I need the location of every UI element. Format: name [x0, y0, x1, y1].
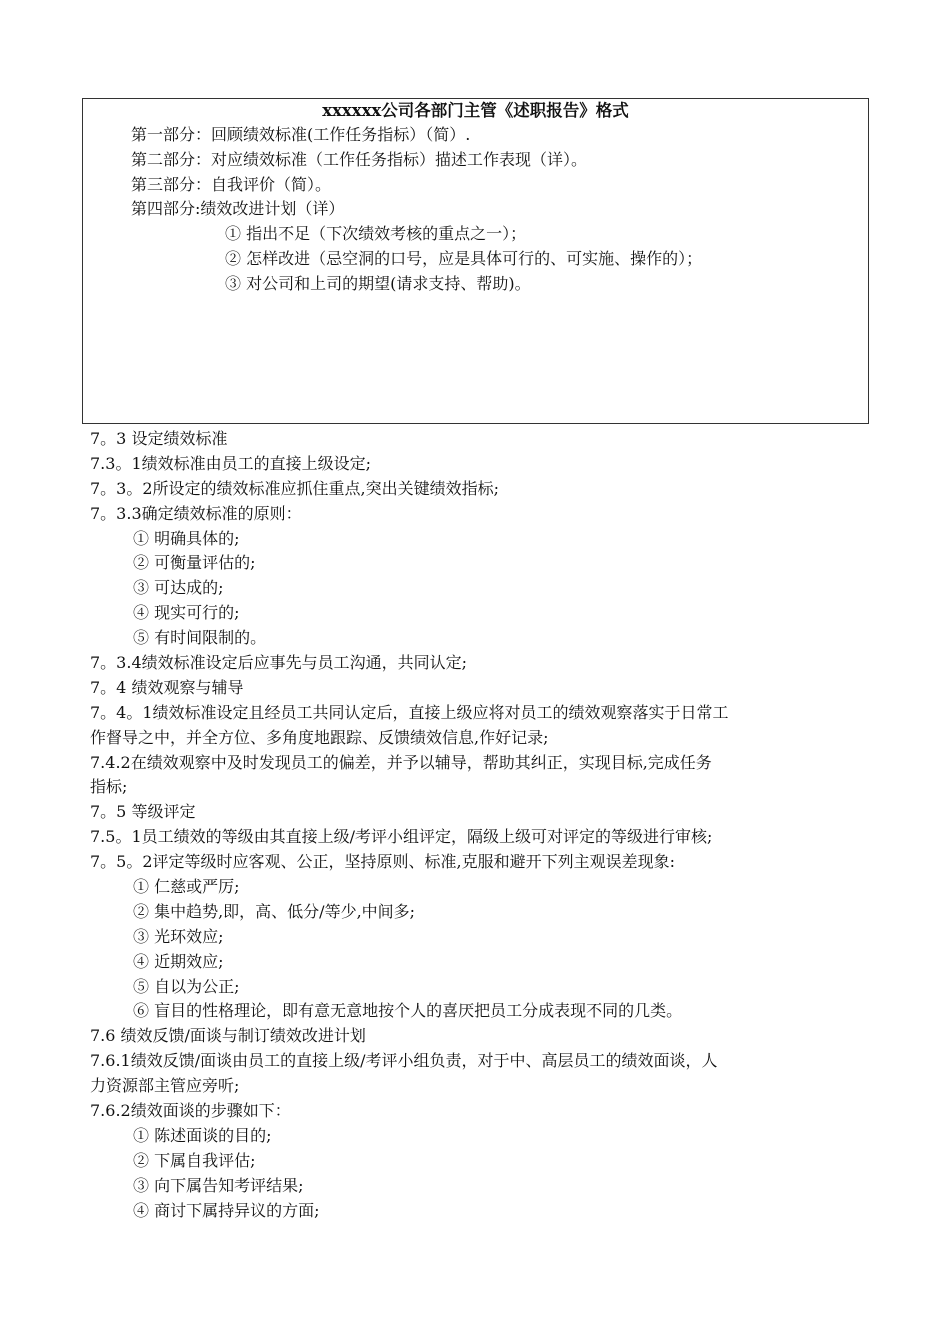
list-item: ② 集中趋势,即，高、低分/等少,中间多; [133, 901, 416, 921]
paragraph: 7。3。2所设定的绩效标准应抓住重点,突出关键绩效指标; [90, 478, 500, 498]
list-item: ③ 向下属告知考评结果; [133, 1175, 304, 1195]
part-4-item-3: ③ 对公司和上司的期望(请求支持、帮助)。 [225, 274, 531, 293]
list-item: ④ 商讨下属持异议的方面; [133, 1200, 320, 1220]
list-item: ⑤ 自以为公正; [133, 976, 240, 996]
paragraph: 7.4.2在绩效观察中及时发现员工的偏差，并予以辅导，帮助其纠正，实现目标,完成任务 [90, 752, 712, 772]
list-item: ③ 可达成的; [133, 578, 224, 598]
paragraph: 7.5。1员工绩效的等级由其直接上级/考评小组评定，隔级上级可对评定的等级进行审核; [90, 827, 713, 847]
box-title: xxxxxx公司各部门主管《述职报告》格式 [322, 101, 629, 120]
paragraph: 7.3。1绩效标准由员工的直接上级设定; [90, 453, 372, 473]
part-1: 第一部分：回顾绩效标准(工作任务指标）（简）. [131, 125, 471, 144]
paragraph: 7。3.3确定绩效标准的原则： [90, 503, 302, 523]
part-4-item-1: ① 指出不足（下次绩效考核的重点之一）； [225, 224, 527, 243]
paragraph: 7.6.1绩效反馈/面谈由员工的直接上级/考评小组负责，对于中、高层员工的绩效面谈，人 [90, 1051, 718, 1071]
report-format-box [82, 98, 869, 424]
list-item: ① 陈述面谈的目的; [133, 1125, 272, 1145]
list-item: ② 下属自我评估; [133, 1150, 256, 1170]
paragraph: 7。3.4绩效标准设定后应事先与员工沟通，共同认定; [90, 653, 468, 673]
paragraph: 7。5。2评定等级时应客观、公正，坚持原则、标准,克服和避开下列主观误差现象: [90, 852, 676, 872]
list-item: ⑥ 盲目的性格理论，即有意无意地按个人的喜厌把员工分成表现不同的几类。 [133, 1001, 683, 1021]
paragraph: 指标; [90, 777, 128, 797]
part-3: 第三部分：自我评价（简）。 [131, 175, 332, 194]
part-2: 第二部分：对应绩效标准（工作任务指标）描述工作表现（详）。 [131, 150, 588, 169]
section-heading: 7.6 绩效反馈/面谈与制订绩效改进计划 [90, 1026, 366, 1046]
list-item: ② 可衡量评估的; [133, 553, 256, 573]
list-item: ④ 近期效应; [133, 951, 224, 971]
paragraph: 7。4。1绩效标准设定且经员工共同认定后，直接上级应将对员工的绩效观察落实于日常工 [90, 702, 729, 722]
part-4: 第四部分:绩效改进计划（详） [131, 199, 345, 218]
list-item: ① 明确具体的; [133, 528, 240, 548]
section-heading: 7。4 绩效观察与辅导 [90, 677, 244, 697]
paragraph: 7.6.2绩效面谈的步骤如下： [90, 1101, 291, 1121]
list-item: ⑤ 有时间限制的。 [133, 628, 267, 648]
list-item: ① 仁慈或严厉; [133, 877, 240, 897]
list-item: ③ 光环效应; [133, 926, 224, 946]
section-heading: 7。5 等级评定 [90, 802, 196, 822]
part-4-item-2: ② 怎样改进（忌空洞的口号，应是具体可行的、可实施、操作的）； [225, 249, 703, 268]
list-item: ④ 现实可行的; [133, 603, 240, 623]
body-text [90, 427, 860, 1224]
paragraph: 作督导之中，并全方位、多角度地跟踪、反馈绩效信息,作好记录; [90, 727, 549, 747]
paragraph: 力资源部主管应旁听; [90, 1076, 240, 1096]
section-heading: 7。3 设定绩效标准 [90, 429, 228, 448]
